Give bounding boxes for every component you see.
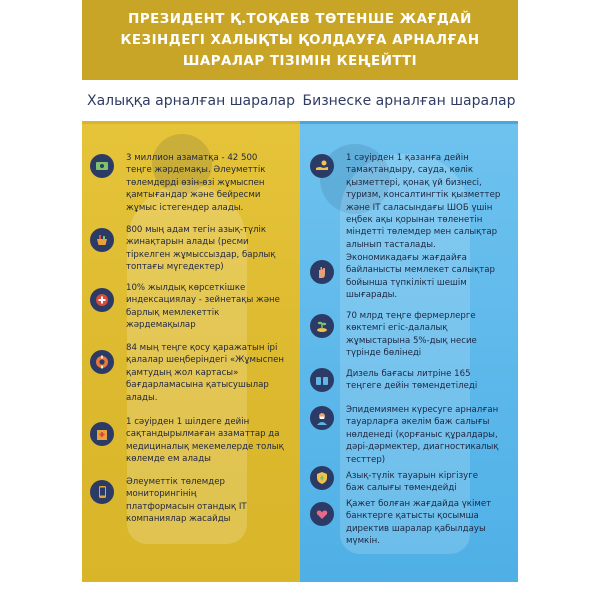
list-item: Дизель бағасы литріне 165 теңгеге дейін төмендетіледі — [346, 369, 478, 392]
list-item: Азық-түлік тауарын кіргізуге баж салығы төмендейді — [346, 471, 479, 494]
hand-coin-icon — [310, 154, 334, 178]
raised-hand-icon — [310, 260, 334, 284]
title-line-1: ПРЕЗИДЕНТ Қ.ТОҚАЕВ ТӨТЕНШЕ ЖАҒДАЙ — [128, 11, 472, 27]
fuel-barrels-icon — [310, 368, 334, 392]
list-item: Қажет болған жағдайда үкімет банктерге қатысты қосымша директив шаралар қабылдауы мүмкін. — [346, 499, 492, 547]
bank-heart-icon — [310, 502, 334, 526]
header-banner — [82, 0, 518, 80]
title-line-3: ШАРАЛАР ТІЗІМІН КЕҢЕЙТТІ — [182, 53, 418, 69]
list-item: Эпидемиямен күресуге арналған тауарларға әкелім баж салығы нөлденеді (қорғаныс құралдары, дәрі-дәрмектер, диагностикалық тесттер) — [346, 405, 499, 465]
left-column-heading: Халыққа арналған шаралар — [82, 80, 300, 124]
list-item: 70 млрд теңге фермерлерге көктемгі егіс-далалық жұмыстарына 5%-дық несие түрінде бөлінеді — [346, 311, 477, 359]
shield-icon — [310, 466, 334, 490]
mask-person-icon — [310, 406, 334, 430]
seedling-coin-icon — [310, 314, 334, 338]
list-item: Әлеуметтік төлемдер мониторингінің платформасын отандық IT компаниялар жасайды — [126, 477, 247, 525]
right-column-heading: Бизнеске арналған шаралар — [300, 80, 518, 124]
mobile-phone-icon — [90, 480, 114, 504]
list-item: 800 мың адам тегін азық-түлік жинақтарын алады (ресми тіркелген жұмыссыздар, барлық топтағы мүгедектер) — [126, 225, 276, 273]
list-item: 3 миллион азаматқа - 42 500 теңге жәрдемақы. Әлеуметтік төлемдерді өзін-өзі жұмыспен қамтығандар және бейресми жұмыс істегендер алады. — [126, 153, 266, 213]
medical-plus-icon — [90, 288, 114, 312]
list-item: Экономикадағы жағдайға байланысты мемлекет салықтар бойынша түпкілікті шешім шығарады. — [346, 253, 495, 301]
title-line-2: КЕЗІНДЕГІ ХАЛЫҚТЫ ҚОЛДАУҒА АРНАЛҒАН — [120, 32, 480, 48]
list-item: 84 мың теңге қосу қаражатын ірі қалалар шеңберіндегі «Жұмыспен қамтудың жол картасы» бағдарламасына қатысушылар алады. — [126, 343, 285, 403]
grocery-basket-icon — [90, 228, 114, 252]
lifebuoy-icon — [90, 350, 114, 374]
hospital-building-icon — [90, 422, 114, 446]
left-panel — [82, 124, 300, 582]
list-item: 1 сәуірден 1 қазанға дейін тамақтандыру, сауда, көлік қызметтері, қонақ үй бизнесі, туризм, консалтингтік қызметтер және IT саласындағы ШОБ үшін еңбек ақы қорынан төленетін міндетті төлемдер мен салықтар алынып тасталады. — [346, 153, 501, 250]
list-item: 10% жылдық көрсеткішке индексациялау - зейнетақы және барлық мемлекеттік жәрдемақылар — [126, 283, 280, 331]
list-item: 1 сәуірден 1 шілдеге дейін сақтандырылмаған азаматтар да медициналық мекемелерде толық көлемде ем алады — [126, 417, 284, 465]
right-panel — [300, 124, 518, 582]
money-icon — [90, 154, 114, 178]
